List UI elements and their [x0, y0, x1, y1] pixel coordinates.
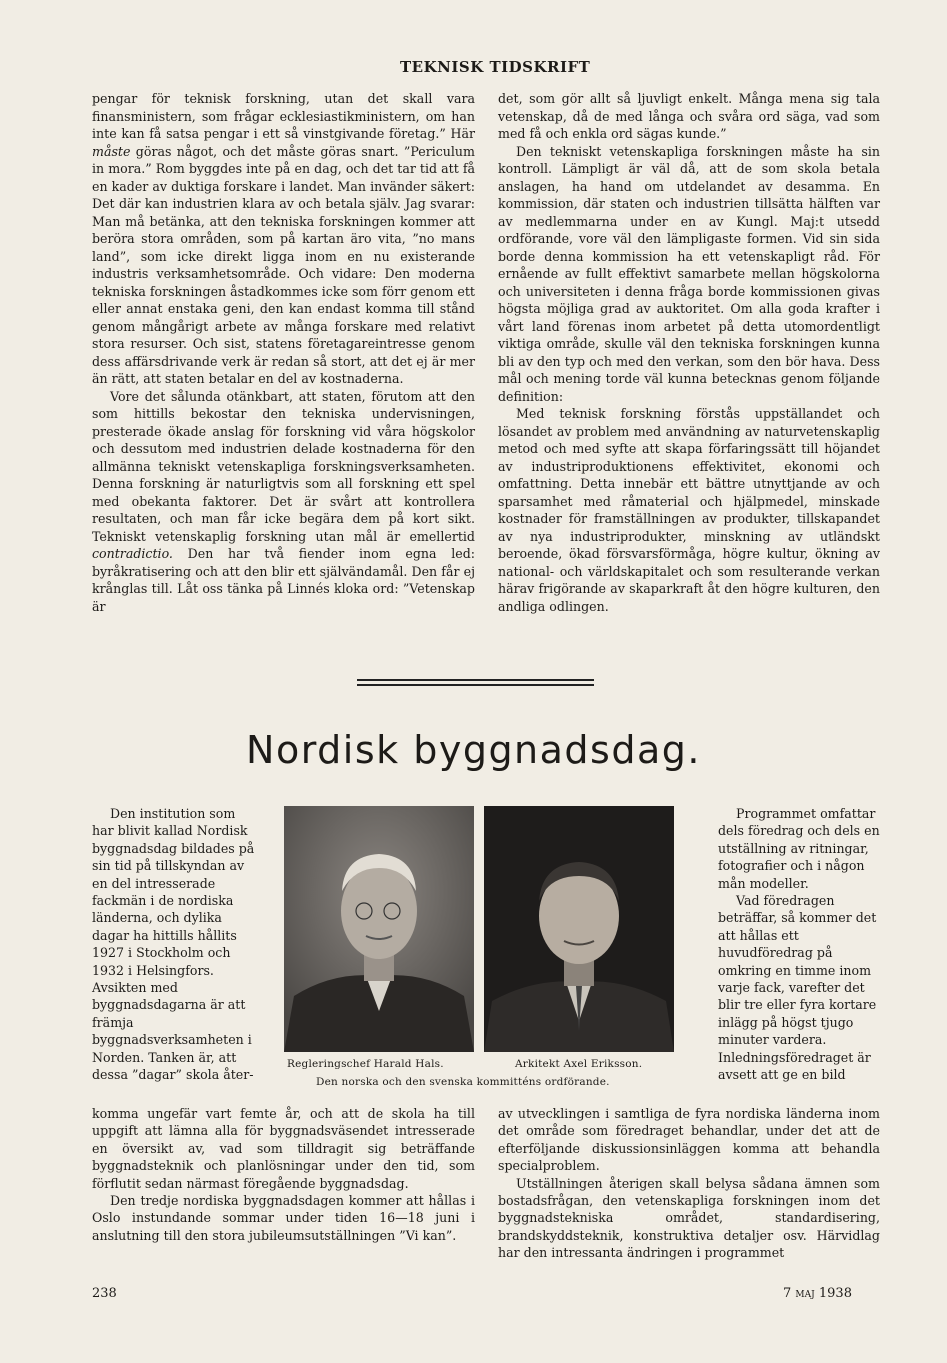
journal-header: TEKNISK TIDSKRIFT [400, 58, 591, 76]
paragraph: Utställningen återigen skall belysa sådana ämnen som bostadsfrågan, den vetenskapliga forskningen inom det byggnadstekniska området, standardisering, brandskyddsteknik, konstruktiva detaljer osv. Härvidlag har den intressanta ändringen i programmet [498, 1175, 880, 1261]
paragraph: Den institution som har blivit kallad Nordisk byggnadsdag bildades på sin tid på tillskyndan av en del intresserade fackmän i de nordiska länderna, och dylika dagar ha hittills hållits 1927 i Stockholm och 1932 i Helsingfors. Avsikten med byggnadsdagarna är att främja byggnadsverksamheten i Norden. Tanken är, att dessa ”dagar” skola åter- [92, 806, 255, 1083]
page-number: 238 [92, 1286, 117, 1301]
portrait-photo-hals [284, 806, 474, 1052]
photo-caption-eriksson: Arkitekt Axel Eriksson. [515, 1058, 643, 1070]
section-divider [357, 679, 594, 689]
paragraph: det, som gör allt så ljuvligt enkelt. Många mena sig tala vetenskap, då de med långa och svåra ord säga, vad som med få och enkla ord sägas kunde.” [498, 91, 880, 141]
article-bottom-left-column [92, 1105, 475, 1244]
photo-caption-shared: Den norska och den svenska kommitténs ordförande. [316, 1076, 610, 1088]
article-title: Nordisk byggnadsdag. [246, 728, 701, 772]
paragraph: komma ungefär vart femte år, och att de skola ha till uppgift att lämna alla för byggnadsväsendet intresserade en översikt av, vad som tilldragit sig beträffande byggnadsteknik och planlösningar under den tid, som förflutit sedan närmast föregående byggnadsdag. [92, 1106, 475, 1191]
photo-caption-hals: Regleringschef Harald Hals. [287, 1058, 444, 1070]
issue-date: 7 maj 1938 [783, 1286, 852, 1301]
article-left-narrow-column [92, 805, 257, 1084]
paragraph: Vore det sålunda otänkbart, att staten, förutom att den som hittills bekostar den tekniska undervisningen, presterade ökade anslag för forskning vid våra högskolor och dessutom med industrien delade kostnaderna för den allmänna tekniskt vetenskapliga forskningsverksamheten. Denna forskning är naturligtvis som all forskning ett spel med obekanta faktorer. Det är svårt att kontrollera resultaten, och man får icke begära dem på kort sikt. Tekniskt vetenskaplig forskning utan mål är emellertid contradictio. Den har två fiender inom egna led: byråkratisering och att den blir ett självändamål. Den får ej krånglas till. Låt oss tänka på Linnés kloka ord: ”Vetenskap är [92, 388, 475, 614]
article-bottom-right-column [498, 1105, 880, 1262]
top-article-right-column [498, 90, 880, 615]
paragraph: Den tekniskt vetenskapliga forskningen måste ha sin kontroll. Lämpligt är väl då, att de som skola betala anslagen, ha hand om utdelandet av desamma. En kommission, där staten och industrien tillsätta hälften var av medlemmarna under en av Kungl. Maj:t utsedd ordförande, vore väl den lämpligaste formen. Vid sin sida borde denna kommission ha ett vetenskapligt råd. För ernående av fullt effektivt samarbete mellan högskolorna och universiteten i denna fråga borde kommissionen givas högsta möjliga grad av auktoritet. Om alla goda krafter i vårt land förenas inom arbetet på detta utomordentligt viktiga område, skulle väl den tekniska forskningen kunna bli av den typ och med den verkan, som den bör hava. Dess mål och mening torde väl kunna betecknas genom följande definition: [498, 143, 880, 404]
portrait-photo-eriksson [484, 806, 674, 1052]
paragraph: av utvecklingen i samtliga de fyra nordiska länderna inom det område som föredraget behandlar, under det att de efterföljande diskussionsinläggen komma att behandla specialproblem. [498, 1106, 880, 1174]
paragraph: Programmet omfattar dels föredrag och dels en utställning av ritningar, fotografier och i någon mån modeller. [718, 806, 880, 891]
paragraph: pengar för teknisk forskning, utan det skall vara finansministern, som frågar ecklesiastikministern, om han inte kan få satsa pengar i ett så vinstgivande företag.” Här måste göras något, och det måste göras snart. ”Periculum in mora.” Rom byggdes inte på en dag, och det tar tid att få en kader av duktiga forskare i landet. Man invänder säkert: Det där kan industrien klara av och betala själv. Jag svarar: Man må betänka, att den tekniska forskningen kommer att beröra stora områden, som på kartan äro vita, ”no mans land”, som icke direkt ligga inom en nu existerande industris verksamhetsområde. Och vidare: Den moderna tekniska forskningen åstadkommes icke som förr genom ett eller annat enstaka geni, den kan endast komma till stånd genom mångårigt arbete av många forskare med relativt stora resurser. Och sist, statens företagareintresse genom dess affärsdrivande verk är redan så stort, att det ej är mer än rätt, att staten betalar en del av kostnaderna. [92, 91, 475, 386]
top-article-left-column [92, 90, 475, 615]
paragraph: Med teknisk forskning förstås uppställandet och lösandet av problem med användning av naturvetenskaplig metod och med syfte att skapa förfaringssätt till höjandet av industriproduktionens effektivitet, ekonomi och omfattning. Detta innebär ett bättre utnyttjande av och sparsamhet med råmaterial och hjälpmedel, minskade kostnader för framställningen av produkter, tillskapandet av nya industriprodukter, minskning av utländskt beroende, ökad försvarsförmåga, högre kultur, ökning av national- och världskapitalet och som resulterande verkan härav frigörande av skaparkraft åt den högre kulturen, den andliga odlingen. [498, 406, 880, 614]
paragraph: Vad föredragen beträffar, så kommer det att hållas ett huvudföredrag på omkring en timme inom varje fack, varefter det blir tre eller fyra kortare inlägg på högst tjugo minuter vardera. Inledningsföredraget är avsett att ge en bild [718, 893, 877, 1083]
paragraph: Den tredje nordiska byggnadsdagen kommer att hållas i Oslo instundande sommar under tiden 16—18 juni i anslutning till den stora jubileumsutställningen ”Vi kan”. [92, 1193, 475, 1243]
article-right-narrow-column [718, 805, 883, 1084]
